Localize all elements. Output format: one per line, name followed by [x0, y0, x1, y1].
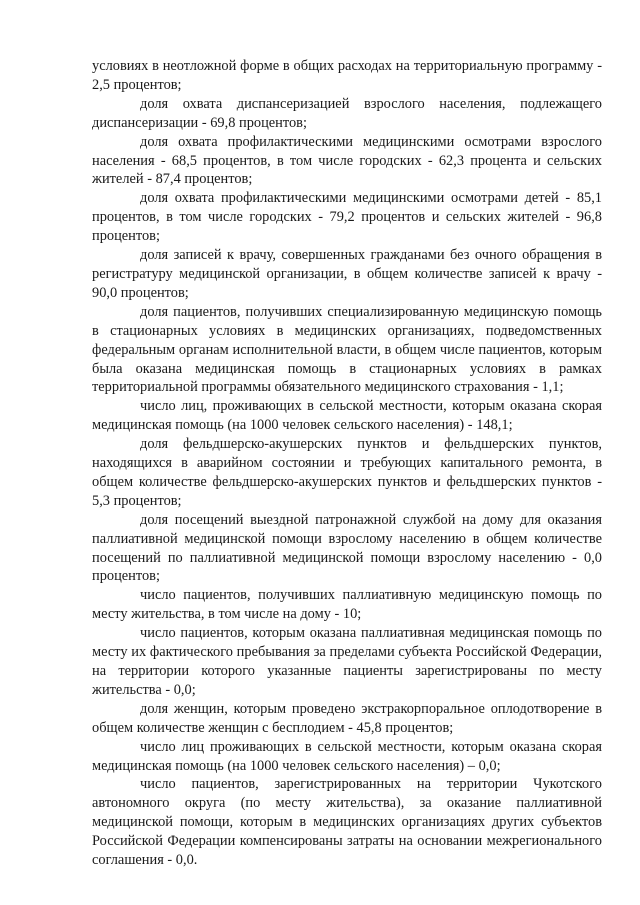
paragraph-dispensary-coverage: доля охвата диспансеризацией взрослого населения, подлежащего диспансеризации - 69,8 процентов; [92, 95, 602, 131]
paragraph-specialized-care: доля пациентов, получивших специализированную медицинскую помощь в стационарных условиях в медицинских организациях, подведомственных федеральным органам исполнительной власти, в общем числе пациентов, которым была оказана медицинская помощь в стационарных условиях в рамках территориальной программы обязательного медицинского страхования - 1,1; [92, 303, 602, 396]
paragraph-continuation: условиях в неотложной форме в общих расходах на территориальную программу - 2,5 процентов; [92, 58, 602, 93]
document-page [92, 57, 602, 870]
paragraph-palliative-visits: доля посещений выездной патронажной службой на дому для оказания паллиативной медицинской помощи взрослому населению в общем количестве посещений по паллиативной медицинской помощи взрослому населению - 0,0 процентов; [92, 511, 602, 585]
paragraph-palliative-patients: число пациентов, получивших паллиативную медицинскую помощь по месту жительства, в том числе на дому - 10; [92, 587, 602, 623]
paragraph-palliative-outside-region: число пациентов, которым оказана паллиативная медицинская помощь по месту их фактического пребывания за пределами субъекта Российской Федерации, на территории которого указанные пациенты зарегистрированы по месту жительства - 0,0; [92, 625, 602, 698]
paragraph-child-checkups: доля охвата профилактическими медицинскими осмотрами детей - 85,1 процентов, в том числе городских - 79,2 процентов и сельских жителей - 96,8 процентов; [92, 190, 602, 245]
paragraph-remote-appointments: доля записей к врачу, совершенных гражданами без очного обращения в регистратуру медицинской организации, в общем количестве записей к врачу - 90,0 процентов; [92, 247, 602, 301]
paragraph-rural-ambulance-2: число лиц проживающих в сельской местности, которым оказана скорая медицинская помощь (на 1000 человек сельского населения) – 0,0; [92, 738, 602, 774]
paragraph-interregional-compensation: число пациентов, зарегистрированных на территории Чукотского автономного округа (по месту жительства), за оказание паллиативной медицинской помощи, которым в медицинских организациях других субъектов Российской Федерации компенсированы затраты на основании межрегионального соглашения - 0,0. [92, 776, 602, 869]
paragraph-rural-ambulance: число лиц, проживающих в сельской местности, которым оказана скорая медицинская помощь (на 1000 человек сельского населения) - 148,1; [92, 398, 602, 434]
paragraph-adult-checkups: доля охвата профилактическими медицинскими осмотрами взрослого населения - 68,5 процентов, в том числе городских - 62,3 процента и сельских жителей - 87,4 процентов; [92, 133, 602, 188]
paragraph-ivf: доля женщин, которым проведено экстракорпоральное оплодотворение в общем количестве женщин с бесплодием - 45,8 процентов; [92, 700, 602, 736]
paragraph-feldsher-points: доля фельдшерско-акушерских пунктов и фельдшерских пунктов, находящихся в аварийном состоянии и требующих капитального ремонта, в общем количестве фельдшерско-акушерских пунктов и фельдшерских пунктов - 5,3 процентов; [92, 436, 602, 509]
